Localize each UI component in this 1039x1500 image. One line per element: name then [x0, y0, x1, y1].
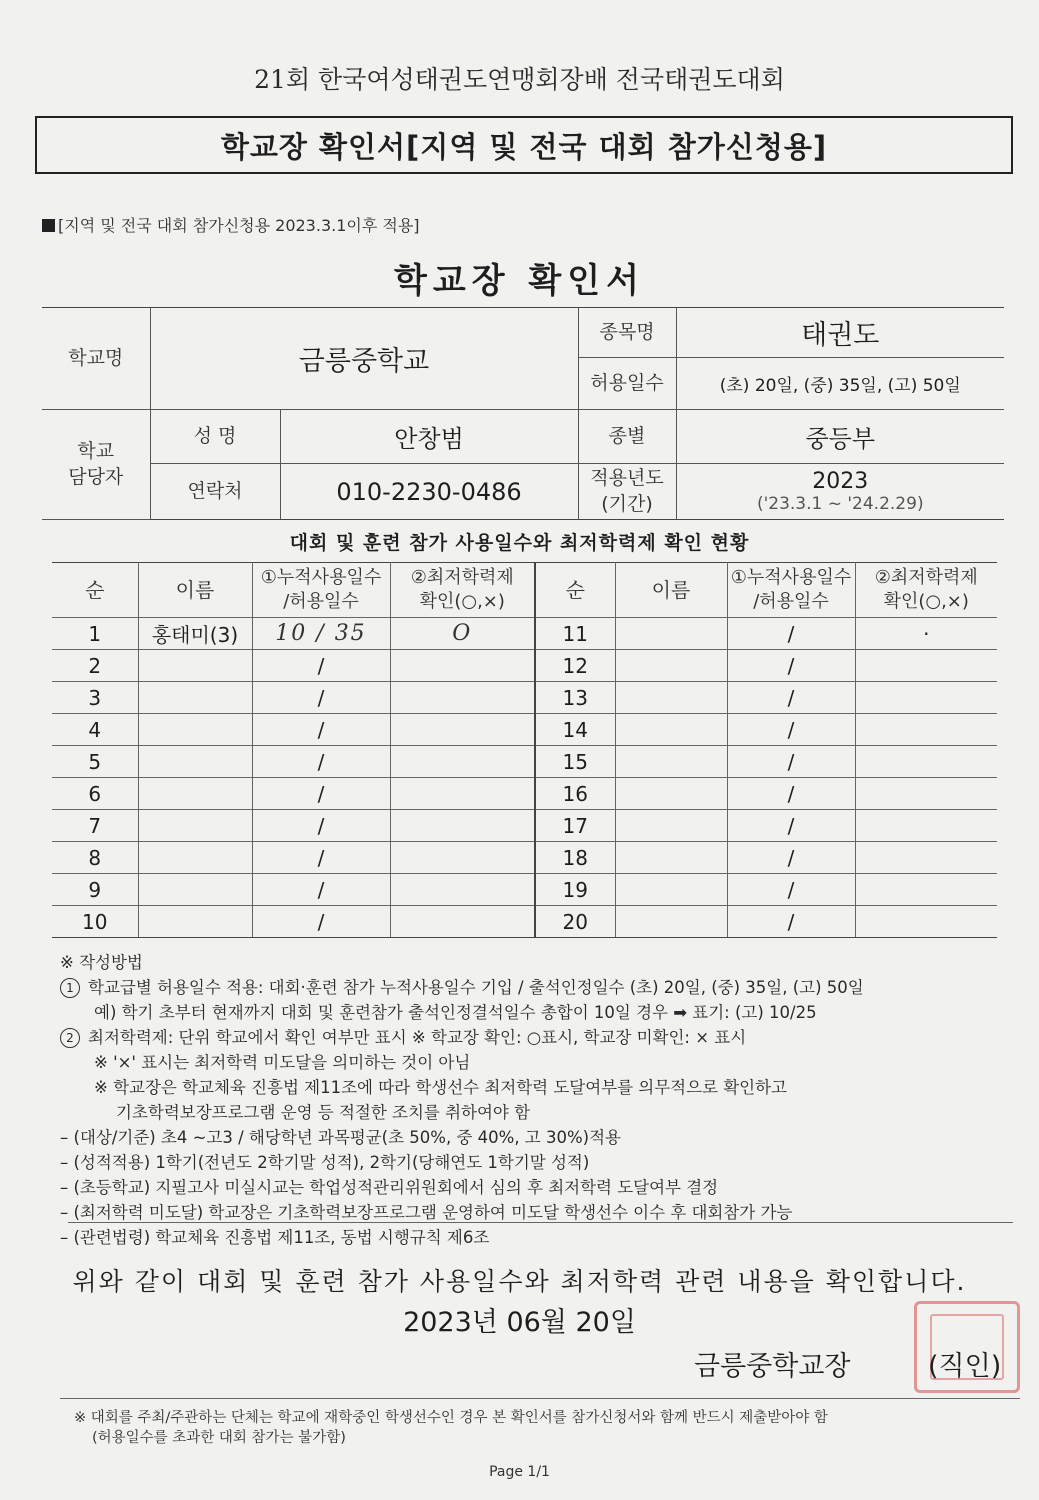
period-value: ('23.3.1 ~ '24.2.29): [756, 494, 924, 514]
instruction-item-2: [60, 1025, 1002, 1050]
row-number: 9: [52, 874, 138, 906]
row-number: 15: [535, 746, 615, 778]
col-min-header-right: [855, 563, 997, 618]
contact-label: 연락처: [150, 464, 280, 520]
school-manager-label: [42, 410, 150, 520]
instruction-item-2-text: 최저학력제: 단위 학교에서 확인 여부만 표시 ※ 학교장 확인: ○표시, 학교장 미확인: × 표시: [88, 1028, 747, 1047]
col-days-line1-right: ①누적사용일수: [730, 566, 852, 588]
row-number: 7: [52, 810, 138, 842]
row-number: 12: [535, 650, 615, 682]
school-name-value: 금릉중학교: [150, 308, 578, 410]
year-label: [578, 464, 676, 520]
row-name: [138, 714, 252, 746]
instruction-item-1-text: 학교급별 허용일수 적용: 대회·훈련 참가 누적사용일수 기입 / 출석인정일수 (초) 20일, (중) 35일, (고) 50일: [88, 978, 864, 997]
row-days: /: [727, 874, 855, 906]
col-min-line1-right: ②최저학력제: [874, 566, 978, 588]
section-title: 대회 및 훈련 참가 사용일수와 최저학력제 확인 현황: [289, 532, 750, 554]
allowed-days-label: 허용일수: [578, 358, 676, 410]
instruction-item-1-example: 예) 학기 초부터 현재까지 대회 및 훈련참가 출석인정결석일수 총합이 10일 경우 ➡ 표기: (고) 10/25: [94, 1003, 817, 1022]
col-days-header: [252, 563, 390, 618]
footnote-line-1: ※ 대회를 주최/주관하는 단체는 학교에 재학중인 학생선수인 경우 본 확인서를 참가신청서와 함께 반드시 제출받아야 함: [74, 1410, 828, 1426]
row-number: 11: [535, 618, 615, 650]
table-row: [52, 778, 997, 810]
instruction-note-2: ※ 학교장은 학교체육 진흥법 제11조에 따라 학생선수 최저학력 도달여부를 의무적으로 확인하고: [94, 1078, 787, 1097]
row-number: 17: [535, 810, 615, 842]
event-name-label: 종목명: [578, 308, 676, 358]
col-no-header: 순: [52, 563, 138, 618]
info-table: [42, 307, 1004, 520]
row-number: 10: [52, 906, 138, 938]
row-days: /: [727, 778, 855, 810]
row-name: [138, 906, 252, 938]
row-name: 홍태미(3): [138, 618, 252, 650]
table-row: [52, 618, 997, 650]
col-days-header-right: [727, 563, 855, 618]
row-min-check: [855, 650, 997, 682]
year-cell: [676, 464, 1004, 520]
row-days: /: [252, 682, 390, 714]
school-name-label: 학교명: [42, 308, 150, 410]
circled-two-icon: 2: [60, 1028, 80, 1048]
row-min-check: [390, 714, 535, 746]
table-row: [52, 746, 997, 778]
school-manager-label-line2: 담당자: [68, 465, 124, 488]
row-name: [615, 842, 727, 874]
row-min-check: [390, 778, 535, 810]
row-days: /: [727, 714, 855, 746]
main-title: 학교장 확인서: [394, 261, 645, 301]
manager-name-value: 안창범: [280, 410, 578, 464]
row-number: 5: [52, 746, 138, 778]
roster-header-row: [52, 563, 997, 618]
row-min-check: [390, 874, 535, 906]
row-name: [615, 682, 727, 714]
row-number: 2: [52, 650, 138, 682]
instruction-detail-4: – (최저학력 미도달) 학교장은 기초학력보장프로그램 운영하여 미도달 학생선수 이수 후 대회참가 가능: [60, 1203, 793, 1222]
circled-one-icon: 1: [60, 978, 80, 998]
row-number: 4: [52, 714, 138, 746]
row-name: [615, 650, 727, 682]
row-days: /: [252, 842, 390, 874]
row-days: /: [252, 874, 390, 906]
year-value: 2023: [812, 469, 869, 494]
row-number: 19: [535, 874, 615, 906]
col-min-line1: ②최저학력제: [410, 566, 514, 588]
footnote-line-2: (허용일수를 초과한 대회 참가는 불가함): [92, 1430, 346, 1446]
row-days: /: [727, 682, 855, 714]
row-days: /: [727, 618, 855, 650]
instruction-item-1: [60, 975, 1002, 1000]
row-min-check: [390, 746, 535, 778]
row-min-check: [855, 906, 997, 938]
row-name: [615, 746, 727, 778]
competition-title: 21회 한국여성태권도연맹회장배 전국태권도대회: [254, 65, 785, 94]
row-min-check: [855, 874, 997, 906]
row-name: [138, 874, 252, 906]
school-manager-label-line1: 학교: [77, 439, 115, 462]
instruction-detail-3: – (초등학교) 지필고사 미실시교는 학업성적관리위원회에서 심의 후 최저학력 도달여부 결정: [60, 1178, 719, 1197]
row-number: 18: [535, 842, 615, 874]
event-name-value: 태권도: [676, 308, 1004, 358]
row-min-check: [390, 906, 535, 938]
row-name: [138, 650, 252, 682]
instructions-heading: ※ 작성방법: [60, 953, 143, 972]
category-value: 중등부: [676, 410, 1004, 464]
col-days-line1: ①누적사용일수: [260, 566, 382, 588]
row-days: /: [252, 778, 390, 810]
row-min-check: O: [390, 618, 535, 650]
square-bullet-icon: [42, 219, 55, 232]
col-min-line2-right: 확인(○,×): [883, 591, 969, 612]
row-days: /: [727, 842, 855, 874]
col-name-header: 이름: [138, 563, 252, 618]
row-number: 6: [52, 778, 138, 810]
row-min-check: [855, 746, 997, 778]
row-number: 20: [535, 906, 615, 938]
instruction-note-2b: 기초학력보장프로그램 운영 등 적절한 조치를 취하여야 함: [116, 1103, 531, 1122]
col-min-line2: 확인(○,×): [419, 591, 505, 612]
year-label-line1: 적용년도: [590, 466, 664, 489]
row-number: 14: [535, 714, 615, 746]
instruction-note-1: ※ '×' 표시는 최저학력 미도달을 의미하는 것이 아님: [94, 1053, 471, 1072]
row-name: [138, 682, 252, 714]
row-min-check: [855, 682, 997, 714]
instructions: [60, 950, 1002, 1250]
row-name: [138, 842, 252, 874]
col-days-line2: /허용일수: [283, 591, 359, 612]
row-days: /: [252, 714, 390, 746]
table-row: [52, 650, 997, 682]
footnote: [74, 1408, 828, 1448]
row-days: /: [727, 906, 855, 938]
row-min-check: [855, 842, 997, 874]
table-row: [52, 874, 997, 906]
row-name: [615, 906, 727, 938]
row-min-check: ·: [855, 618, 997, 650]
row-days: /: [252, 810, 390, 842]
principal-title: 금릉중학교장: [694, 1351, 851, 1382]
row-name: [615, 618, 727, 650]
col-name-header-right: 이름: [615, 563, 727, 618]
row-min-check: [390, 842, 535, 874]
year-label-line2: (기간): [601, 492, 653, 515]
row-name: [138, 810, 252, 842]
category-label: 종별: [578, 410, 676, 464]
row-number: 1: [52, 618, 138, 650]
row-name: [138, 746, 252, 778]
row-min-check: [855, 714, 997, 746]
row-min-check: [855, 778, 997, 810]
table-row: [52, 714, 997, 746]
row-days: /: [727, 810, 855, 842]
row-number: 13: [535, 682, 615, 714]
allowed-days-value: (초) 20일, (중) 35일, (고) 50일: [676, 358, 1004, 410]
row-days: /: [252, 650, 390, 682]
row-name: [615, 810, 727, 842]
row-name: [615, 714, 727, 746]
row-name: [615, 874, 727, 906]
row-number: 3: [52, 682, 138, 714]
document-boxed-title: 학교장 확인서[지역 및 전국 대회 참가신청용]: [35, 116, 1013, 174]
row-days: /: [252, 746, 390, 778]
row-days: /: [727, 650, 855, 682]
confirmation-statement: 위와 같이 대회 및 훈련 참가 사용일수와 최저학력 관련 내용을 확인합니다.: [72, 1267, 967, 1296]
row-min-check: [390, 682, 535, 714]
divider-footer: [60, 1398, 1020, 1399]
divider: [68, 1222, 1013, 1223]
applicability-note-text: [지역 및 전국 대회 참가신청용 2023.3.1이후 적용]: [58, 216, 420, 235]
row-min-check: [390, 810, 535, 842]
instruction-detail-5: – (관련법령) 학교체육 진흥법 제11조, 동법 시행규칙 제6조: [60, 1228, 490, 1247]
row-days: /: [727, 746, 855, 778]
seal-label: (직인): [928, 1351, 1002, 1382]
manager-name-label: 성 명: [150, 410, 280, 464]
row-number: 16: [535, 778, 615, 810]
roster-table: [52, 562, 997, 938]
row-name: [138, 778, 252, 810]
row-days: /: [252, 906, 390, 938]
col-min-header: [390, 563, 535, 618]
signing-date: 2023년 06월 20일: [403, 1307, 636, 1338]
table-row: [52, 842, 997, 874]
table-row: [52, 906, 997, 938]
row-name: [615, 778, 727, 810]
contact-value: 010-2230-0486: [280, 464, 578, 520]
col-days-line2-right: /허용일수: [753, 591, 829, 612]
instruction-detail-2: – (성적적용) 1학기(전년도 2학기말 성적), 2학기(당해연도 1학기말 성적): [60, 1153, 590, 1172]
row-days: 10 / 35: [252, 618, 390, 650]
table-row: [52, 682, 997, 714]
row-number: 8: [52, 842, 138, 874]
row-min-check: [855, 810, 997, 842]
row-min-check: [390, 650, 535, 682]
col-no-header-right: 순: [535, 563, 615, 618]
applicability-note: [42, 213, 420, 236]
instruction-detail-1: – (대상/기준) 초4 ~고3 / 해당학년 과목평균(초 50%, 중 40%, 고 30%)적용: [60, 1128, 621, 1147]
page-number: Page 1/1: [489, 1464, 550, 1480]
table-row: [52, 810, 997, 842]
